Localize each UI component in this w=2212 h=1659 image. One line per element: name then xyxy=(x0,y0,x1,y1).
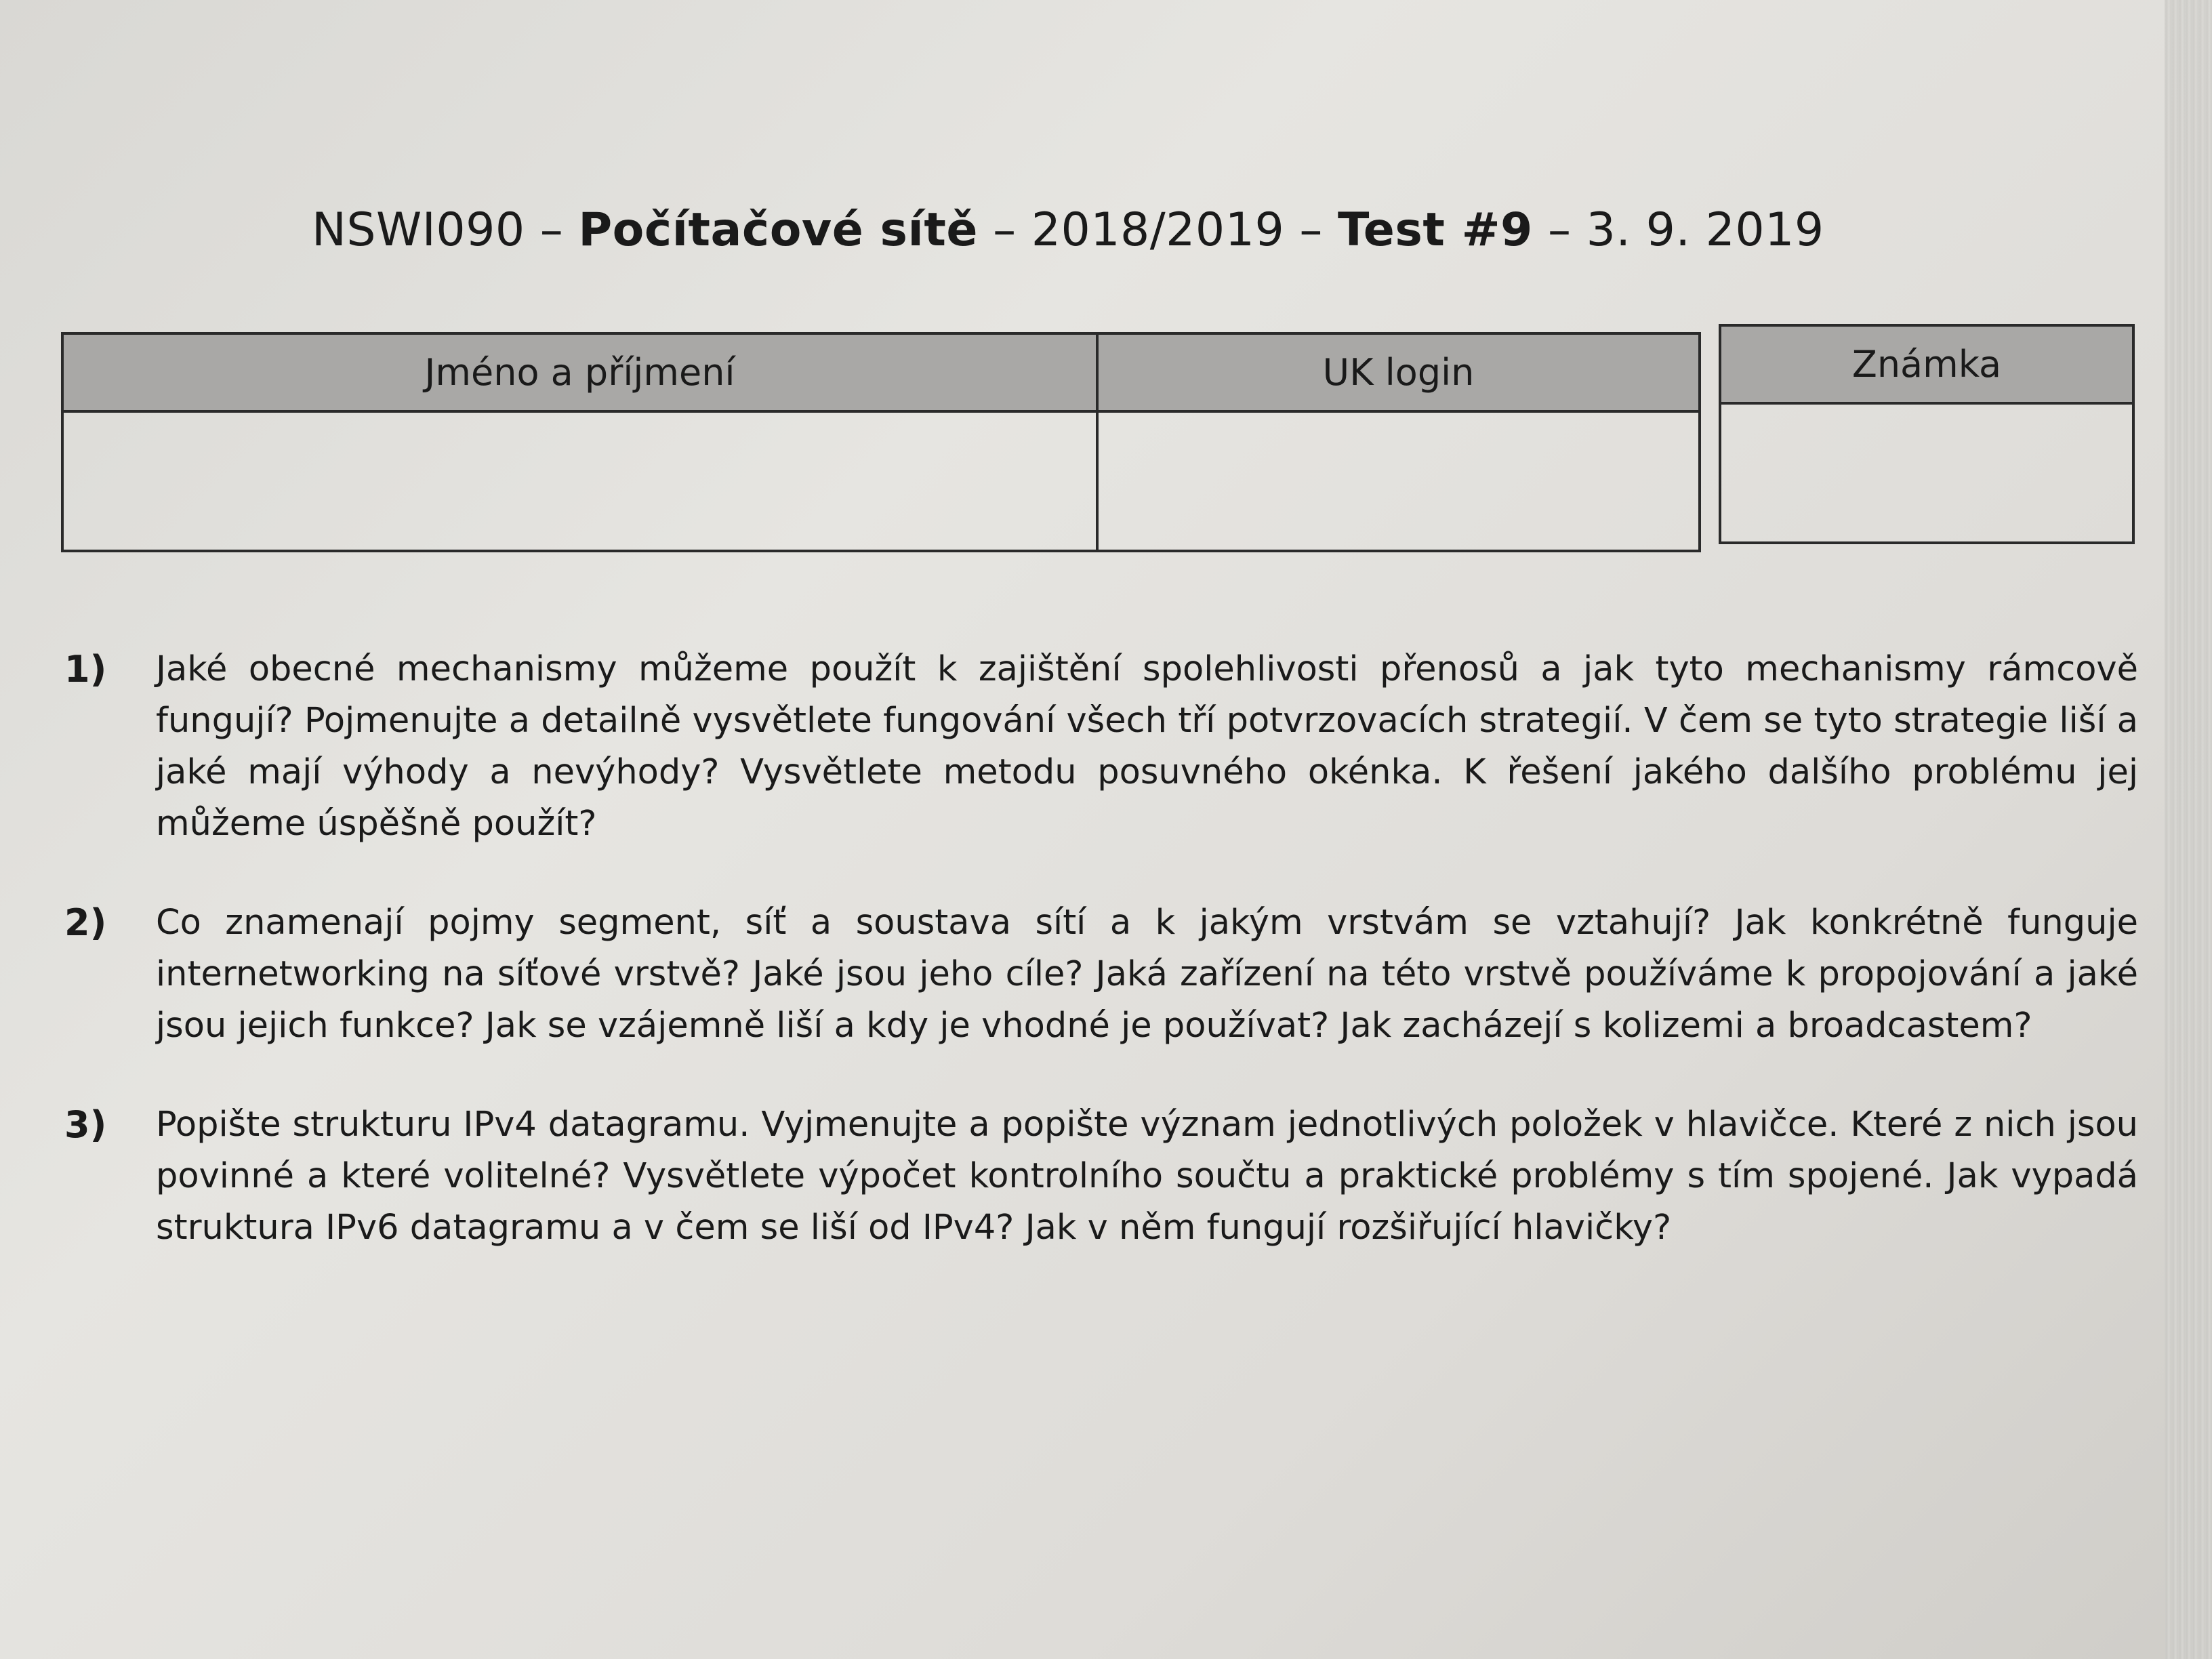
grade-table xyxy=(1719,324,2135,544)
course-code: NSWI090 – xyxy=(312,203,579,257)
question-number: 1) xyxy=(64,648,107,691)
question-text: Jaké obecné mechanismy můžeme použít k zajištění spolehlivosti přenosů a jak tyto mechanismy rámcově fungují? Pojmenujte a detailně vysvětlete fungování všech tří potvrzovacích strategií. V čem se tyto strategie liší a jaké mají výhody a nevýhody? Vysvětlete metodu posuvného okénka. K řešení jakého dalšího problému jej můžeme úspěšně použít? xyxy=(156,649,2138,844)
question-text: Co znamenají pojmy segment, síť a soustava sítí a k jakým vrstvám se vztahují? Jak konkrétně funguje internetworking na síťové vrstvě? Jaké jsou jeho cíle? Jaká zařízení na této vrstvě používáme k propojování a jaké jsou jejich funkce? Jak se vzájemně liší a kdy je vhodné je používat? Jak zacházejí s kolizemi a broadcastem? xyxy=(156,903,2138,1046)
question-3 xyxy=(64,1099,2138,1254)
question-2 xyxy=(64,897,2138,1052)
paper-edge xyxy=(2165,0,2212,1659)
grade-field[interactable] xyxy=(1721,405,2132,541)
course-name: Počítačové sítě xyxy=(578,203,978,257)
questions-list xyxy=(64,644,2138,1301)
question-1 xyxy=(64,644,2138,850)
student-info-table xyxy=(61,332,1701,552)
page-title xyxy=(312,203,1898,257)
grade-header: Známka xyxy=(1721,327,2132,405)
question-number: 2) xyxy=(64,901,107,944)
test-date: – 3. 9. 2019 xyxy=(1532,203,1824,257)
name-field[interactable] xyxy=(64,413,1099,550)
question-text: Popište strukturu IPv4 datagramu. Vyjmenujte a popište význam jednotlivých položek v hlavičce. Které z nich jsou povinné a které volitelné? Vysvětlete výpočet kontrolního součtu a praktické problémy s tím spojené. Jak vypadá struktura IPv6 datagramu a v čem se liší od IPv4? Jak v něm fungují rozšiřující hlavičky? xyxy=(156,1105,2138,1248)
question-number: 3) xyxy=(64,1103,107,1146)
academic-year: – 2018/2019 – xyxy=(977,203,1338,257)
login-field[interactable] xyxy=(1099,413,1698,550)
name-header: Jméno a příjmení xyxy=(64,335,1099,413)
test-number: Test #9 xyxy=(1337,203,1533,257)
login-header: UK login xyxy=(1099,335,1698,413)
